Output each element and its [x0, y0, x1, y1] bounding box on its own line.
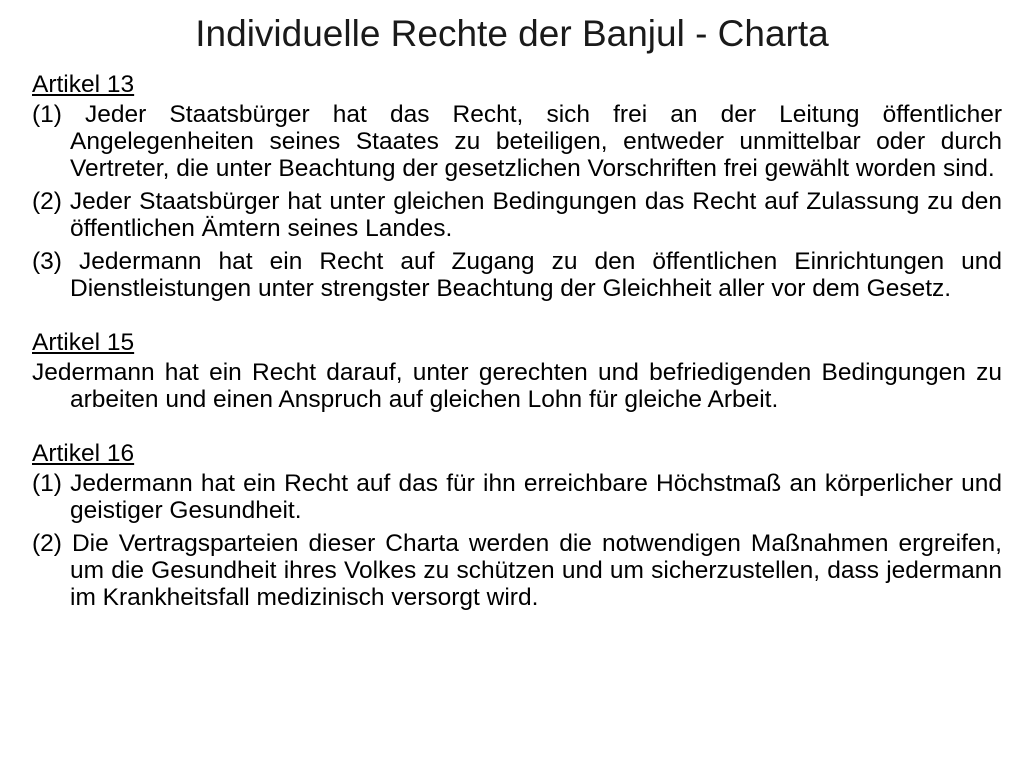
article-heading: Artikel 16 — [32, 440, 135, 467]
article-heading: Artikel 13 — [32, 71, 135, 98]
article-paragraph: (2) Die Vertragsparteien dieser Charta werden die notwendigen Maßnahmen ergreifen, um die Gesundheit ihres Volkes zu schützen und um sicherzustellen, dass jedermann im Krankheitsfall medizinisch versorgt wird. — [32, 530, 1002, 611]
article-paragraph: (2) Jeder Staatsbürger hat unter gleichen Bedingungen das Recht auf Zulassung zu den öffentlichen Ämtern seines Landes. — [32, 188, 1002, 242]
article-paragraph: (1) Jedermann hat ein Recht auf das für ihn erreichbare Höchstmaß an körperlicher und geistiger Gesundheit. — [32, 470, 1002, 524]
slide-title: Individuelle Rechte der Banjul - Charta — [195, 13, 829, 54]
article-paragraph: (3) Jedermann hat ein Recht auf Zugang zu den öffentlichen Einrichtungen und Dienstleistungen unter strengster Beachtung der Gleichheit aller vor dem Gesetz. — [32, 248, 1002, 302]
article-13 — [32, 71, 1002, 302]
article-15 — [32, 329, 1002, 413]
slide-body — [32, 71, 1002, 617]
article-16 — [32, 440, 1002, 611]
article-heading: Artikel 15 — [32, 329, 135, 356]
article-paragraph: Jedermann hat ein Recht darauf, unter gerechten und befriedigenden Bedingungen zu arbeiten und einen Anspruch auf gleichen Lohn für gleiche Arbeit. — [32, 359, 1002, 413]
article-paragraph: (1) Jeder Staatsbürger hat das Recht, sich frei an der Leitung öffentlicher Angelegenheiten seines Staates zu beteiligen, entweder unmittelbar oder durch Vertreter, die unter Beachtung der gesetzlichen Vorschriften frei gewählt worden sind. — [32, 101, 1002, 182]
